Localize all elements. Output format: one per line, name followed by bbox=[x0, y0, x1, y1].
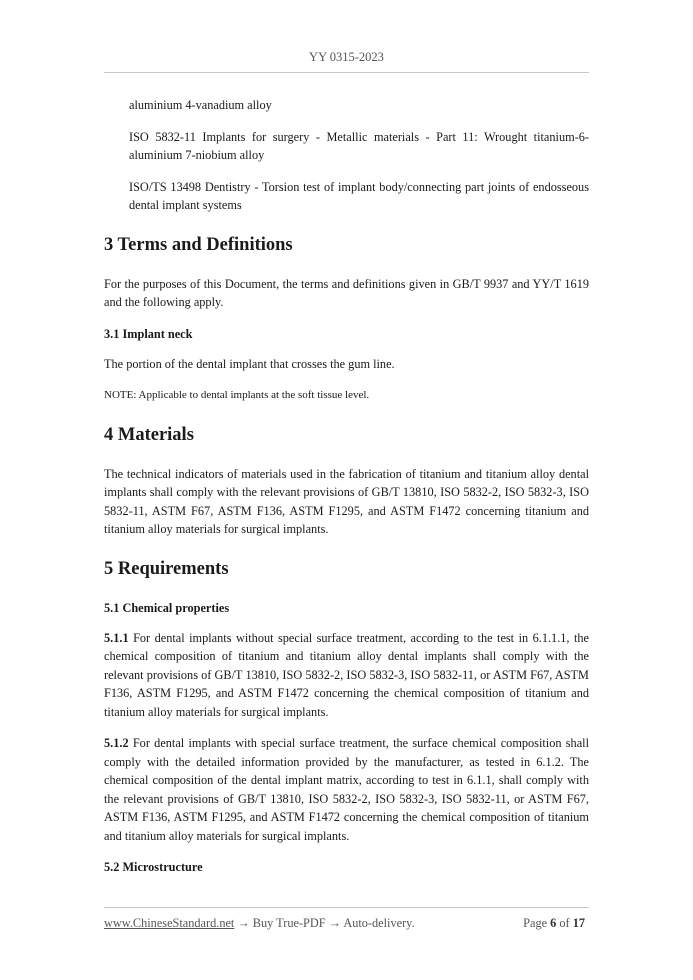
document-body bbox=[104, 96, 589, 888]
page-total: 17 bbox=[572, 916, 585, 930]
clause-number: 5.1.1 bbox=[104, 630, 129, 645]
section-heading-materials: 4 Materials bbox=[104, 424, 194, 445]
reference-item: ISO/TS 13498 Dentistry - Torsion test of implant body/connecting part joints of endosseous dental implant systems bbox=[129, 179, 589, 212]
of-word: of bbox=[559, 916, 570, 930]
page-indicator bbox=[523, 916, 585, 931]
term-heading-implant-neck: 3.1 Implant neck bbox=[104, 326, 193, 341]
term-definition: The portion of the dental implant that crosses the gum line. bbox=[104, 356, 395, 371]
running-header: YY 0315-2023 bbox=[309, 50, 384, 64]
footer-promo bbox=[104, 916, 415, 931]
clause-5-1-1 bbox=[104, 629, 589, 722]
term-note: NOTE: Applicable to dental implants at the soft tissue level. bbox=[104, 389, 370, 401]
materials-text: The technical indicators of materials used in the fabrication of titanium and titanium alloy dental implants shall comply with the relevant provisions of GB/T 13810, ISO 5832-2, ISO 5832-3, ISO 5832-11, ASTM F67, ASTM F136, ASTM F1295, and ASTM F1472 concerning titanium and titanium alloy materials for surgical implants. bbox=[104, 466, 589, 536]
site-link[interactable]: www.ChineseStandard.net bbox=[104, 916, 235, 930]
clause-number: 5.1.2 bbox=[104, 736, 129, 750]
reference-item: aluminium 4-vanadium alloy bbox=[129, 98, 272, 112]
clause-text: For dental implants without special surface treatment, according to the test in 6.1.1.1, the chemical composition of titanium and titanium alloy dental implants shall comply with the relevant provisions of GB/T 13810, ISO 5832-2, ISO 5832-3, ISO 5832-11, or ASTM F67, ASTM F136, ASTM F1295, and ASTM F1472 concerning the chemical composition of titanium and titanium alloy materials for surgical implants. bbox=[104, 630, 589, 719]
clause-5-1-2 bbox=[104, 734, 589, 845]
page-word: Page bbox=[523, 916, 548, 930]
section-heading-requirements: 5 Requirements bbox=[104, 558, 229, 579]
page-number: 6 bbox=[550, 916, 557, 930]
reference-item: ISO 5832-11 Implants for surgery - Metallic materials - Part 11: Wrought titanium-6-aluminium 7-niobium alloy bbox=[129, 129, 589, 162]
header-divider bbox=[104, 72, 589, 73]
footer-divider bbox=[104, 907, 589, 908]
subsection-heading-chemical: 5.1 Chemical properties bbox=[104, 600, 230, 615]
section-heading-terms: 3 Terms and Definitions bbox=[104, 234, 293, 255]
clause-text: For dental implants with special surface treatment, the surface chemical composition shall comply with the detailed information provided by the manufacturer, as tested in 6.1.2. The chemical composition of the dental implant matrix, according to test in 6.1.1, shall comply with the relevant provisions of GB/T 13810, ISO 5832-2, ISO 5832-3, ISO 5832-11, or ASTM F67, ASTM F136, ASTM F1295, and ASTM F1472 concerning the chemical composition of titanium and titanium alloy materials for surgical implants. bbox=[104, 736, 589, 843]
subsection-heading-microstructure: 5.2 Microstructure bbox=[104, 860, 203, 874]
footer-tail: → Buy True-PDF → Auto-delivery. bbox=[234, 916, 415, 930]
terms-intro: For the purposes of this Document, the terms and definitions given in GB/T 9937 and YY/T 1619 and the following apply. bbox=[104, 276, 589, 309]
